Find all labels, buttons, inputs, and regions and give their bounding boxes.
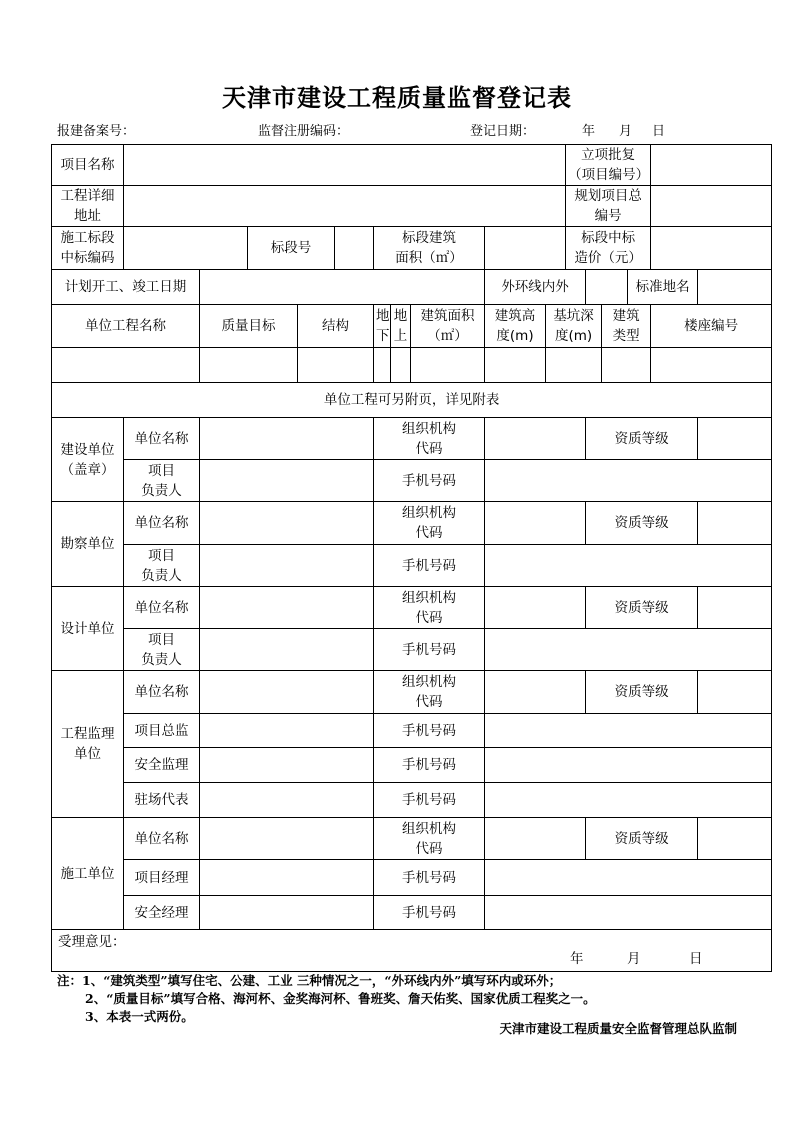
register-year: 年 xyxy=(582,124,596,139)
builder-phone-field[interactable] xyxy=(485,460,772,502)
issuer-footer: 天津市建设工程质量安全监督管理总队监制 xyxy=(499,1021,737,1036)
safety-manager-field[interactable] xyxy=(200,896,374,930)
register-date-label: 登记日期： xyxy=(470,124,536,139)
design-org-code-label: 组织机构 代码 xyxy=(374,587,485,629)
builder-org-code-label: 组织机构 代码 xyxy=(374,418,485,460)
builder-org-code-field[interactable] xyxy=(485,418,586,460)
design-phone-label: 手机号码 xyxy=(374,629,485,671)
project-name-label: 项目名称 xyxy=(52,145,124,186)
survey-org-code-field[interactable] xyxy=(485,502,586,545)
project-manager-label: 项目经理 xyxy=(124,860,200,896)
acceptance-label: 受理意见： xyxy=(58,934,126,950)
height-header: 建筑高 度(m) xyxy=(485,305,546,348)
builder-lead-field[interactable] xyxy=(200,460,374,502)
construction-qualification-field[interactable] xyxy=(698,818,772,860)
design-qualification-label: 资质等级 xyxy=(586,587,698,629)
builder-label: 建设单位 （盖章） xyxy=(52,418,124,502)
safety-supervisor-phone-field[interactable] xyxy=(485,748,772,783)
supervisor-chief-phone-label: 手机号码 xyxy=(374,714,485,748)
building-no-field[interactable] xyxy=(651,348,772,383)
aboveground-field[interactable] xyxy=(391,348,411,383)
acceptance-year: 年 xyxy=(570,951,584,967)
pit-field[interactable] xyxy=(546,348,602,383)
survey-lead-label: 项目 负责人 xyxy=(124,545,200,587)
section-area-label: 标段建筑 面积（㎡） xyxy=(374,227,485,270)
supervisor-qualification-field[interactable] xyxy=(698,671,772,714)
type-header: 建筑 类型 xyxy=(602,305,651,348)
survey-unit-name-field[interactable] xyxy=(200,502,374,545)
builder-phone-label: 手机号码 xyxy=(374,460,485,502)
bid-code-field[interactable] xyxy=(124,227,248,270)
supervisor-qualification-label: 资质等级 xyxy=(586,671,698,714)
filing-no-label: 报建备案号： xyxy=(57,124,136,139)
survey-phone-field[interactable] xyxy=(485,545,772,587)
supervisor-unit-name-field[interactable] xyxy=(200,671,374,714)
supervisor-unit-name-label: 单位名称 xyxy=(124,671,200,714)
registration-form xyxy=(51,144,772,972)
supervisor-label: 工程监理 单位 xyxy=(52,671,124,818)
construction-label: 施工单位 xyxy=(52,818,124,930)
builder-unit-name-label: 单位名称 xyxy=(124,418,200,460)
survey-label: 勘察单位 xyxy=(52,502,124,587)
supervisor-chief-phone-field[interactable] xyxy=(485,714,772,748)
design-phone-field[interactable] xyxy=(485,629,772,671)
address-field[interactable] xyxy=(124,186,566,227)
design-org-code-field[interactable] xyxy=(485,587,586,629)
site-rep-label: 驻场代表 xyxy=(124,783,200,818)
safety-supervisor-phone-label: 手机号码 xyxy=(374,748,485,783)
design-lead-field[interactable] xyxy=(200,629,374,671)
site-rep-phone-field[interactable] xyxy=(485,783,772,818)
safety-supervisor-label: 安全监理 xyxy=(124,748,200,783)
area-header: 建筑面积 （㎡） xyxy=(411,305,485,348)
construction-unit-name-field[interactable] xyxy=(200,818,374,860)
approval-field[interactable] xyxy=(651,145,772,186)
construction-qualification-label: 资质等级 xyxy=(586,818,698,860)
design-qualification-field[interactable] xyxy=(698,587,772,629)
bid-code-label: 施工标段 中标编码 xyxy=(52,227,124,270)
project-manager-phone-field[interactable] xyxy=(485,860,772,896)
project-manager-phone-label: 手机号码 xyxy=(374,860,485,896)
safety-manager-phone-field[interactable] xyxy=(485,896,772,930)
plan-dates-field[interactable] xyxy=(200,270,485,305)
safety-manager-phone-label: 手机号码 xyxy=(374,896,485,930)
supervision-no-label: 监督注册编码： xyxy=(258,124,350,139)
aboveground-header: 地 上 xyxy=(391,305,411,348)
underground-header: 地 下 xyxy=(374,305,391,348)
builder-qualification-field[interactable] xyxy=(698,418,772,460)
unit-attachment-note: 单位工程可另附页，详见附表 xyxy=(52,383,772,418)
project-name-field[interactable] xyxy=(124,145,566,186)
register-month: 月 xyxy=(619,124,633,139)
address-label: 工程详细 地址 xyxy=(52,186,124,227)
structure-field[interactable] xyxy=(298,348,374,383)
area-field[interactable] xyxy=(411,348,485,383)
type-field[interactable] xyxy=(602,348,651,383)
note-1: 注：1、“建筑类型”填写住宅、公建、工业 三种情况之一，“外环线内外”填写环内或环外； xyxy=(57,973,562,988)
register-day: 日 xyxy=(652,124,666,139)
construction-org-code-label: 组织机构 代码 xyxy=(374,818,485,860)
structure-header: 结构 xyxy=(298,305,374,348)
design-lead-label: 项目 负责人 xyxy=(124,629,200,671)
height-field[interactable] xyxy=(485,348,546,383)
survey-org-code-label: 组织机构 代码 xyxy=(374,502,485,545)
supervisor-org-code-field[interactable] xyxy=(485,671,586,714)
supervisor-chief-label: 项目总监 xyxy=(124,714,200,748)
survey-qualification-field[interactable] xyxy=(698,502,772,545)
ring-field[interactable] xyxy=(586,270,628,305)
unit-name-field[interactable] xyxy=(52,348,200,383)
builder-unit-name-field[interactable] xyxy=(200,418,374,460)
design-unit-name-label: 单位名称 xyxy=(124,587,200,629)
quality-field[interactable] xyxy=(200,348,298,383)
safety-manager-label: 安全经理 xyxy=(124,896,200,930)
note-3: 3、本表一式两份。 xyxy=(85,1009,194,1024)
notes xyxy=(57,972,596,1026)
supervisor-chief-field[interactable] xyxy=(200,714,374,748)
ring-label: 外环线内外 xyxy=(485,270,586,305)
site-rep-phone-label: 手机号码 xyxy=(374,783,485,818)
plan-dates-label: 计划开工、竣工日期 xyxy=(52,270,200,305)
construction-org-code-field[interactable] xyxy=(485,818,586,860)
survey-lead-field[interactable] xyxy=(200,545,374,587)
section-area-field[interactable] xyxy=(485,227,566,270)
acceptance-month: 月 xyxy=(627,951,641,967)
plan-no-label: 规划项目总 编号 xyxy=(566,186,651,227)
approval-label: 立项批复 （项目编号） xyxy=(566,145,651,186)
survey-phone-label: 手机号码 xyxy=(374,545,485,587)
section-cost-label: 标段中标 造价（元） xyxy=(566,227,651,270)
note-2: 2、“质量目标”填写合格、海河杯、金奖海河杯、鲁班奖、詹天佑奖、国家优质工程奖之一。 xyxy=(85,991,596,1006)
underground-field[interactable] xyxy=(374,348,391,383)
form-title: 天津市建设工程质量监督登记表 xyxy=(222,83,572,112)
acceptance-cell[interactable] xyxy=(52,930,772,972)
site-rep-field[interactable] xyxy=(200,783,374,818)
pit-header: 基坑深 度(m) xyxy=(546,305,602,348)
supervisor-org-code-label: 组织机构 代码 xyxy=(374,671,485,714)
plan-no-field[interactable] xyxy=(651,186,772,227)
design-label: 设计单位 xyxy=(52,587,124,671)
survey-qualification-label: 资质等级 xyxy=(586,502,698,545)
safety-supervisor-field[interactable] xyxy=(200,748,374,783)
design-unit-name-field[interactable] xyxy=(200,587,374,629)
landmark-label: 标准地名 xyxy=(628,270,698,305)
section-no-field[interactable] xyxy=(335,227,374,270)
survey-unit-name-label: 单位名称 xyxy=(124,502,200,545)
section-cost-field[interactable] xyxy=(651,227,772,270)
section-no-label: 标段号 xyxy=(248,227,335,270)
quality-header: 质量目标 xyxy=(200,305,298,348)
unit-name-header: 单位工程名称 xyxy=(52,305,200,348)
builder-lead-label: 项目 负责人 xyxy=(124,460,200,502)
builder-qualification-label: 资质等级 xyxy=(586,418,698,460)
building-no-header: 楼座编号 xyxy=(651,305,772,348)
landmark-field[interactable] xyxy=(698,270,772,305)
construction-unit-name-label: 单位名称 xyxy=(124,818,200,860)
acceptance-day: 日 xyxy=(689,951,703,967)
project-manager-field[interactable] xyxy=(200,860,374,896)
